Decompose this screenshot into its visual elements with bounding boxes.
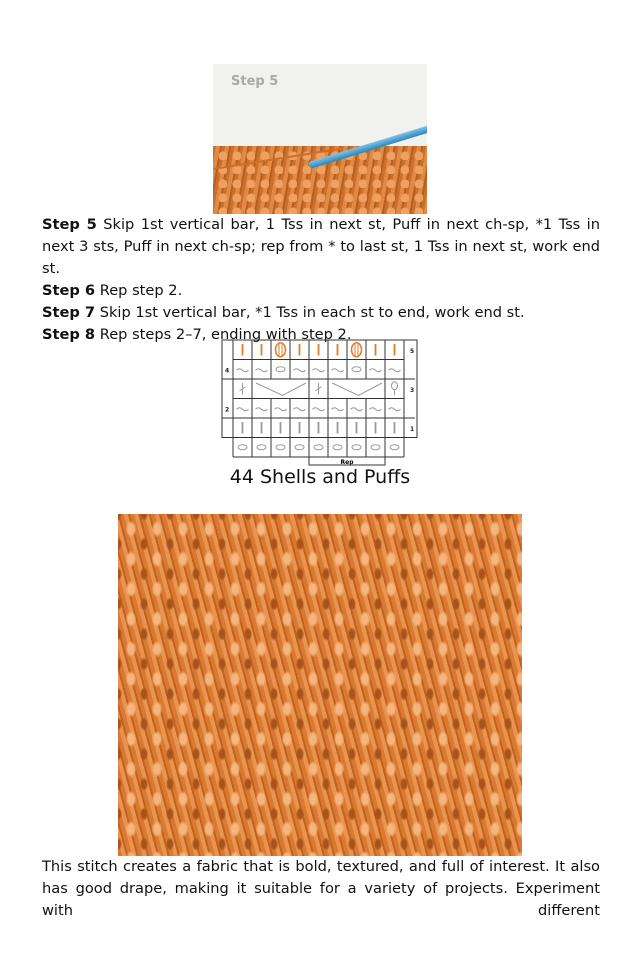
photo-label: Step 5 <box>231 74 279 89</box>
chain-symbol <box>313 369 325 372</box>
chain-symbol <box>389 369 401 372</box>
chain-symbol <box>237 408 249 411</box>
step-instructions <box>42 214 600 346</box>
row-number: 5 <box>410 347 415 355</box>
chain-symbol <box>294 408 306 411</box>
chain-symbol <box>237 369 249 372</box>
row-number: 2 <box>225 406 230 414</box>
swatch-photo <box>118 514 522 856</box>
step-5-photo <box>213 64 427 214</box>
fabric-swatch <box>213 146 427 214</box>
repeat-label: Rep <box>340 459 354 466</box>
stitch-chart <box>220 337 420 469</box>
chain-symbol <box>370 408 382 411</box>
step-label: Step 6 <box>42 282 96 299</box>
oval-symbol <box>276 367 285 372</box>
pattern-title: 44 Shells and Puffs <box>229 466 411 488</box>
oval-symbol <box>333 445 342 450</box>
loop-symbol <box>392 382 398 390</box>
chain-symbol <box>275 408 287 411</box>
puff-symbol <box>276 343 286 357</box>
step-label: Step 8 <box>42 326 96 343</box>
shell-symbol <box>332 383 382 396</box>
oval-symbol <box>390 445 399 450</box>
oval-symbol <box>352 445 361 450</box>
chain-symbol <box>256 369 268 372</box>
oval-symbol <box>238 445 247 450</box>
step-5 <box>42 214 600 280</box>
row-number: 1 <box>410 425 415 433</box>
step-label: Step 5 <box>42 216 97 233</box>
step-text: Rep step 2. <box>95 282 183 299</box>
step-label: Step 7 <box>42 304 96 321</box>
step-text: Rep steps 2–7, ending with step 2. <box>95 326 352 343</box>
chain-symbol <box>389 408 401 411</box>
chain-symbol <box>294 369 306 372</box>
step-7 <box>42 302 600 324</box>
oval-symbol <box>276 445 285 450</box>
step-text: Skip 1st vertical bar, 1 Tss in next st, Puff in next ch-sp, *1 Tss in next 3 sts, Puff in next ch-sp; rep from * to last st, 1 Tss in next st, work end st. <box>42 216 600 277</box>
chain-symbol <box>332 408 344 411</box>
oval-symbol <box>295 445 304 450</box>
chart-frame <box>222 340 417 438</box>
chain-symbol <box>351 408 363 411</box>
oval-symbol <box>257 445 266 450</box>
step-6 <box>42 280 600 302</box>
chain-symbol <box>332 369 344 372</box>
chain-symbol <box>313 408 325 411</box>
oval-symbol <box>314 445 323 450</box>
row-number: 3 <box>410 386 415 394</box>
body-text: This stitch creates a fabric that is bold, textured, and full of interest. It also has good drape, making it suitable for a variety of projects. Experiment with different <box>42 858 600 919</box>
step-text: Skip 1st vertical bar, *1 Tss in each st to end, work end st. <box>95 304 525 321</box>
row-number: 4 <box>225 367 230 375</box>
oval-symbol <box>371 445 380 450</box>
shell-symbol <box>256 383 306 396</box>
puff-symbol <box>352 343 362 357</box>
chain-symbol <box>370 369 382 372</box>
oval-symbol <box>352 367 361 372</box>
chain-symbol <box>256 408 268 411</box>
